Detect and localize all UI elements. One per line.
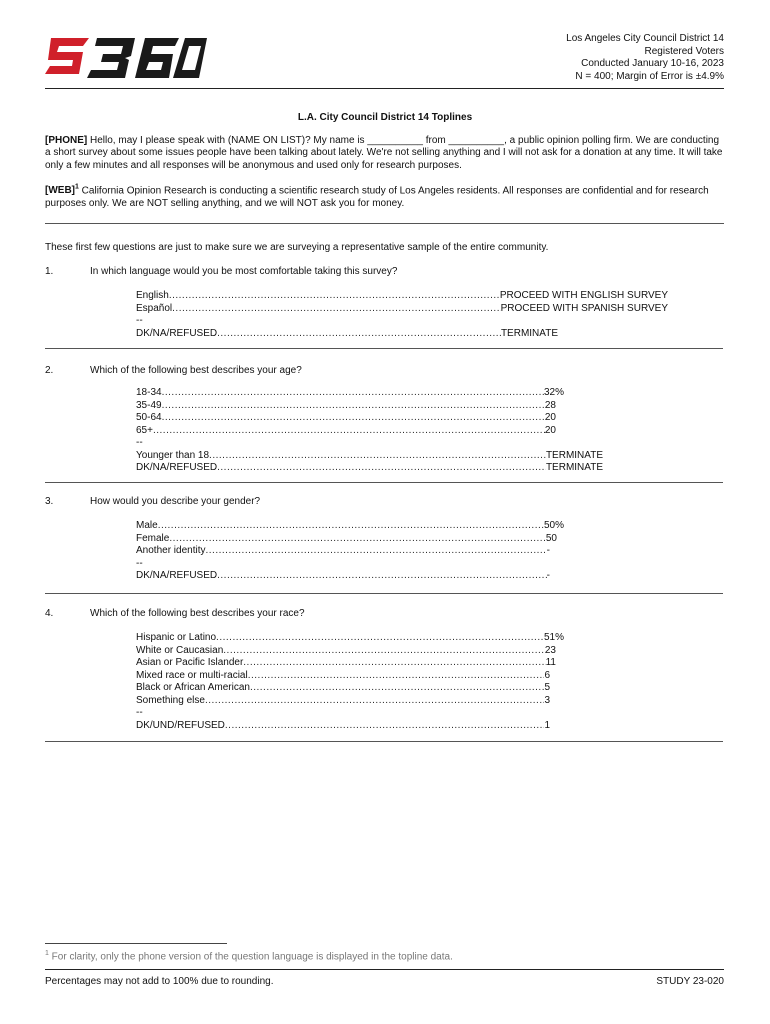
answer-option: 65+ ..... 20 — [136, 425, 556, 438]
answer-separator: -- — [136, 707, 143, 718]
page-title: L.A. City Council District 14 Toplines — [297, 112, 473, 123]
footnote-text: For clarity, only the phone version of the question language is displayed in the topline data. — [48, 951, 453, 963]
answer-option: Hispanic or Latino ..... 51% — [136, 632, 564, 645]
answer-option: Asian or Pacific Islander ..... 11 — [136, 657, 556, 670]
answer-option: Black or African American ..... 5 — [136, 682, 550, 695]
question-number: 3. — [45, 496, 54, 507]
answer-option: Female ..... 50 — [136, 533, 557, 546]
phone-tag: [PHONE] — [45, 135, 88, 146]
meta-line-district: Los Angeles City Council District 14 — [566, 33, 724, 44]
preface-text: These first few questions are just to make sure we are surveying a representative sample of the entire community. — [45, 242, 549, 253]
answer-option: DK/NA/REFUSED ..... - — [136, 570, 550, 583]
footnote — [45, 950, 453, 962]
question-number: 2. — [45, 365, 54, 376]
question-2-options — [136, 387, 603, 475]
meta-line-sample: N = 400; Margin of Error is ±4.9% — [575, 70, 724, 82]
answer-separator: -- — [136, 437, 143, 448]
question-divider — [45, 348, 723, 349]
question-divider — [45, 741, 723, 742]
rounding-note: Percentages may not add to 100% due to rounding. — [45, 976, 274, 987]
phone-intro-text: Hello, may I please speak with (NAME ON LIST)? My name is __________ from __________, a public opinion polling firm. We are conducting a short survey about some issues people have been talking about lately. We're not selling anything and I will not ask for a donation at any time. It will take only a few minutes and all responses will be anonymous and used only for research purposes. — [45, 135, 723, 171]
question-text: In which language would you be most comfortable taking this survey? — [90, 266, 398, 277]
answer-option: 50-64 ..... 20 — [136, 412, 556, 425]
web-intro — [45, 182, 725, 210]
question-4-options — [136, 632, 564, 732]
question-1-options — [136, 290, 668, 340]
answer-option: White or Caucasian ..... 23 — [136, 645, 556, 658]
survey-meta — [566, 33, 724, 83]
question-text: How would you describe your gender? — [90, 496, 261, 507]
question-divider — [45, 482, 723, 483]
meta-line-population: Registered Voters — [644, 45, 724, 57]
answer-option: Español ..... PROCEED WITH SPANISH SURVEY — [136, 303, 668, 316]
answer-option: 35-49 ..... 28 — [136, 400, 556, 413]
web-footnote-ref: 1 — [75, 184, 79, 191]
footnote-divider — [45, 943, 227, 944]
answer-option: 18-34 ..... 32% — [136, 387, 564, 400]
header-divider — [45, 88, 724, 89]
answer-option: Male ..... 50% — [136, 520, 564, 533]
answer-option: DK/UND/REFUSED ..... 1 — [136, 720, 550, 733]
study-number: STUDY 23-020 — [656, 976, 724, 987]
question-3-options — [136, 520, 564, 583]
answer-option: Younger than 18 ..... TERMINATE — [136, 450, 603, 463]
web-tag: [WEB] — [45, 185, 75, 197]
footer-divider — [45, 969, 724, 970]
meta-line-dates: Conducted January 10-16, 2023 — [581, 58, 724, 69]
s360-logo — [45, 34, 207, 82]
answer-option: DK/NA/REFUSED ..... TERMINATE — [136, 328, 558, 341]
answer-separator: -- — [136, 557, 143, 569]
question-text: Which of the following best describes your race? — [90, 608, 305, 619]
question-text: Which of the following best describes your age? — [90, 365, 302, 376]
intro-divider — [45, 223, 724, 224]
answer-separator: -- — [136, 315, 143, 326]
phone-intro — [45, 135, 725, 172]
answer-option: Something else ..... 3 — [136, 695, 550, 708]
answer-option: English ..... PROCEED WITH ENGLISH SURVEY — [136, 290, 668, 303]
answer-option: Mixed race or multi-racial ..... 6 — [136, 670, 550, 683]
answer-option: Another identity ..... - — [136, 545, 550, 558]
question-number: 4. — [45, 608, 54, 619]
question-number: 1. — [45, 266, 54, 277]
question-divider — [45, 593, 723, 594]
answer-option: DK/NA/REFUSED ..... TERMINATE — [136, 462, 603, 475]
footnote-marker: 1 — [45, 950, 49, 957]
web-intro-text: California Opinion Research is conducting a scientific research study of Los Angeles residents. All responses are confidential and for research purposes only. We are NOT selling anything, and we will NOT ask you for money. — [45, 185, 709, 209]
